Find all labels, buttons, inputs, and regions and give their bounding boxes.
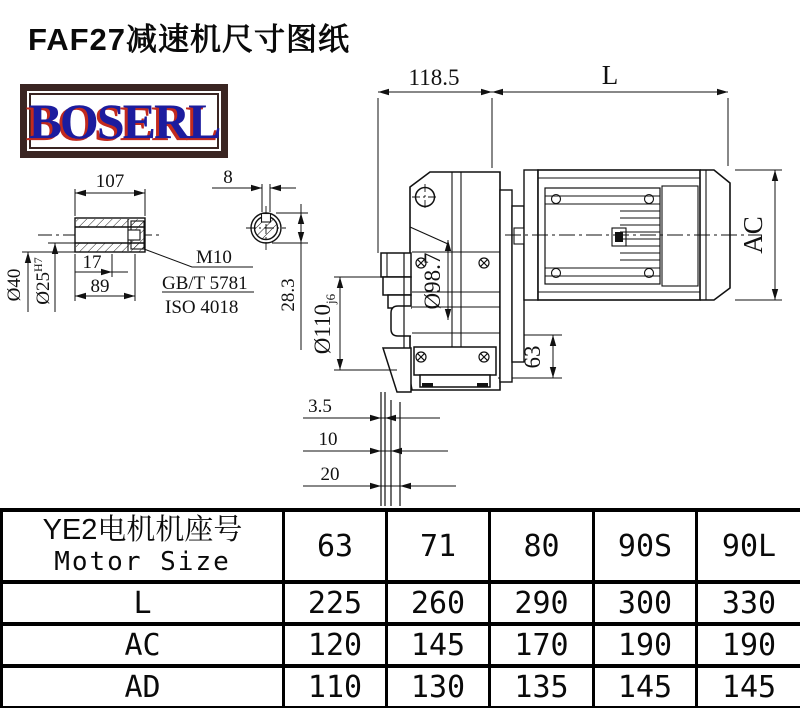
motor-size-label-en: Motor Size (54, 546, 231, 577)
table-cell: 110 (284, 666, 387, 708)
table-cell: 290 (490, 582, 594, 624)
table-cell: 190 (697, 624, 800, 666)
gearmotor-assembly-view (303, 89, 782, 506)
dim-89: 89 (90, 276, 110, 297)
table-cell: 260 (387, 582, 490, 624)
table-row-AD (2, 666, 800, 708)
dim-dia25h7 (31, 257, 54, 304)
table-cell-size: 71 (387, 510, 490, 582)
dia25-tolerance: H7 (31, 257, 45, 272)
dim-17: 17 (82, 252, 102, 273)
table-cell: 145 (594, 666, 697, 708)
page-title: FAF27减速机尺寸图纸 (28, 22, 351, 57)
table-row-AC (2, 624, 800, 666)
table-cell-size: 90L (697, 510, 800, 582)
table-cell: 330 (697, 582, 800, 624)
row-label: L (2, 582, 284, 624)
table-cell: 145 (697, 666, 800, 708)
dim-dia40: Ø40 (4, 268, 25, 302)
dim-118-5: 118.5 (408, 65, 460, 90)
table-cell-size: 63 (284, 510, 387, 582)
dim-10: 10 (318, 429, 338, 450)
row-label: AD (2, 666, 284, 708)
dim-63: 63 (520, 345, 545, 369)
table-cell: 120 (284, 624, 387, 666)
motor-size-label-cn: YE2电机机座号 (42, 514, 243, 547)
dimension-table (0, 508, 800, 708)
table-cell: 300 (594, 582, 697, 624)
dim-3-5: 3.5 (308, 396, 332, 417)
dia110-value: Ø110 (310, 303, 335, 355)
table-cell: 190 (594, 624, 697, 666)
motor-size-header-cell (2, 510, 284, 582)
dim-8: 8 (223, 167, 233, 188)
table-cell-size: 90S (594, 510, 697, 582)
label-std-iso4018: ISO 4018 (165, 297, 239, 318)
dim-dia110j6 (310, 293, 338, 354)
label-std-gbt5781: GB/T 5781 (162, 273, 248, 294)
boserl-logo-text: BOSERL (28, 93, 220, 149)
dia25-value: Ø25 (33, 271, 54, 305)
dia110-tolerance: j6 (323, 293, 338, 304)
table-cell: 135 (490, 666, 594, 708)
table-cell: 225 (284, 582, 387, 624)
table-cell: 170 (490, 624, 594, 666)
dim-20: 20 (320, 464, 340, 485)
dim-107: 107 (95, 171, 125, 192)
dim-AC: AC (738, 216, 768, 254)
table-cell-size: 80 (490, 510, 594, 582)
label-thread-m10: M10 (196, 247, 232, 268)
table-cell: 130 (387, 666, 490, 708)
table-row-L (2, 582, 800, 624)
table-header-row (2, 510, 800, 582)
dim-dia98-7: Ø98.7 (420, 252, 445, 310)
dim-28-3: 28.3 (278, 278, 299, 312)
dim-L: L (601, 60, 619, 90)
row-label: AC (2, 624, 284, 666)
table-cell: 145 (387, 624, 490, 666)
